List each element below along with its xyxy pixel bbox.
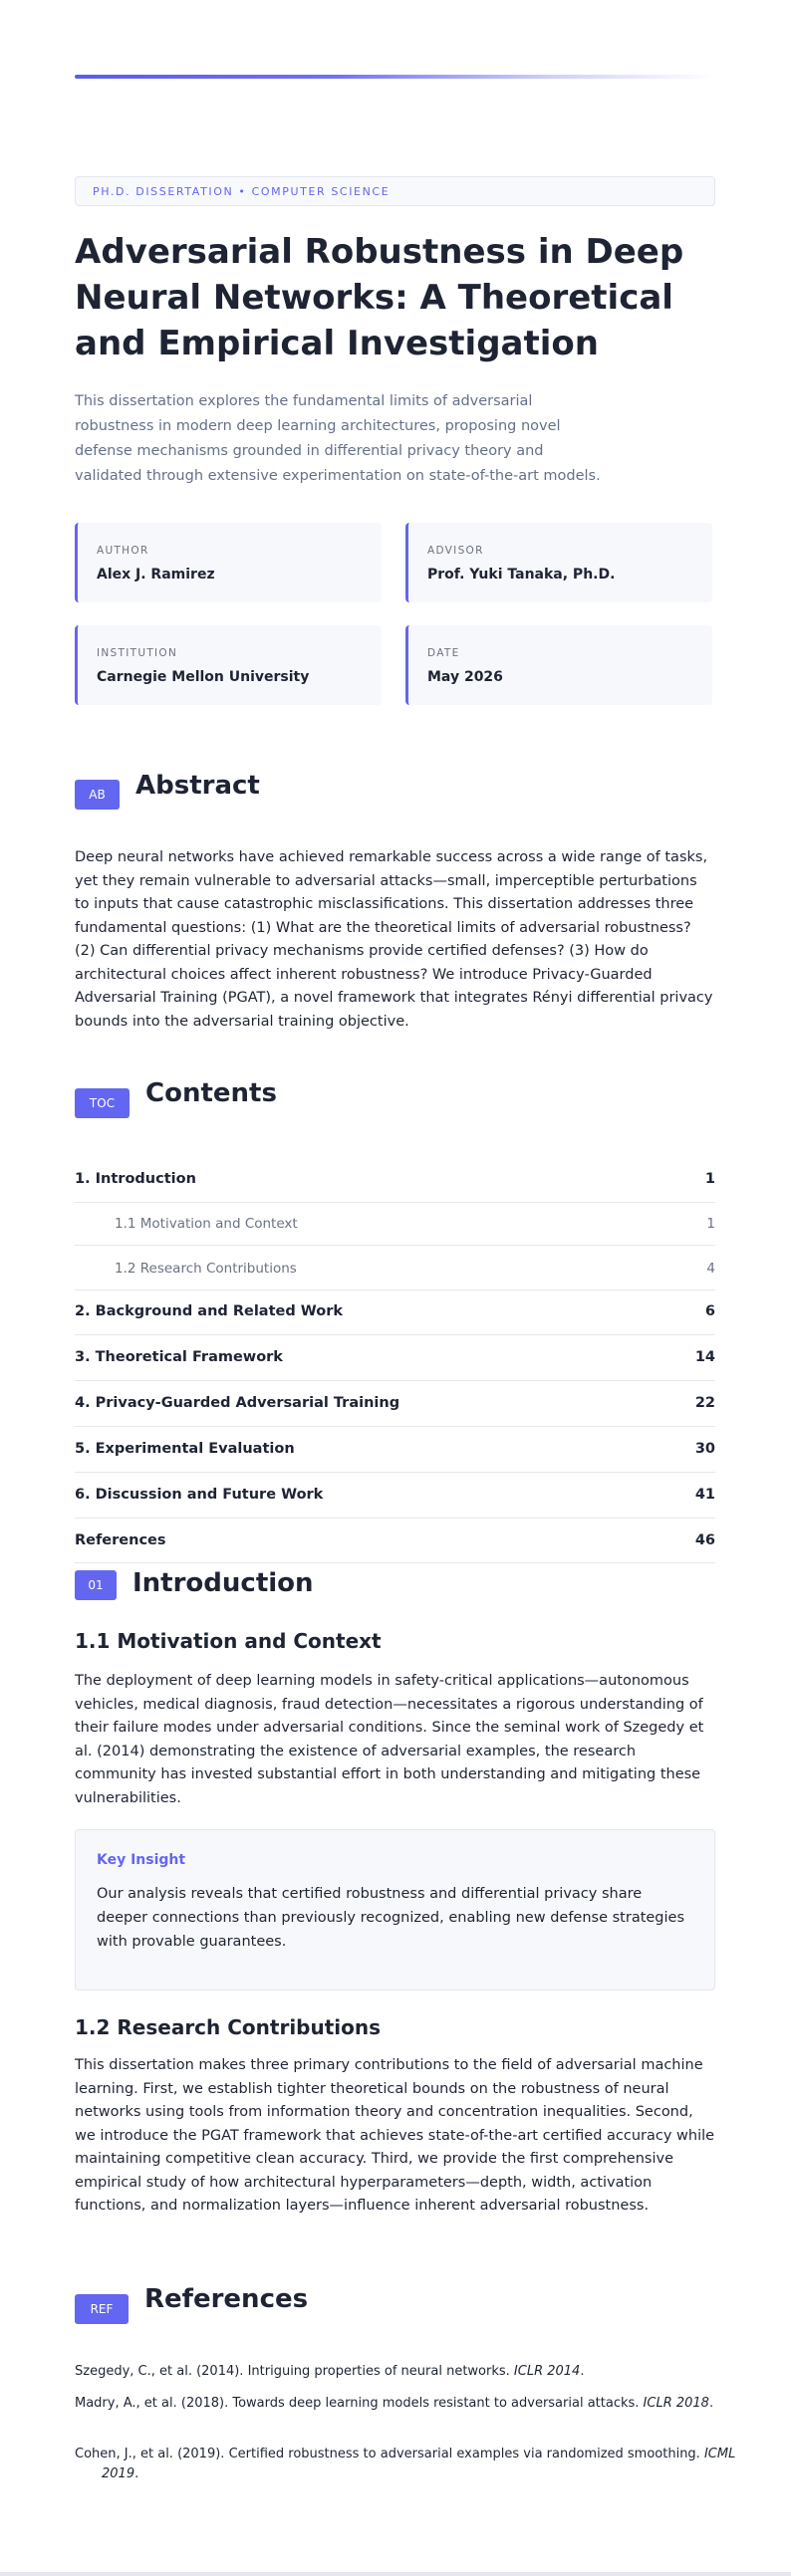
- meta-card-advisor: [405, 523, 712, 602]
- toc-entry-page: 14: [694, 1349, 715, 1365]
- meta-card-date: [405, 625, 712, 705]
- toc-entry[interactable]: [75, 1349, 715, 1381]
- key-insight-callout: [75, 1829, 715, 1991]
- toc-entry-page: 46: [694, 1532, 715, 1548]
- reference-item: [75, 2362, 742, 2382]
- toc-entry[interactable]: [75, 1216, 715, 1246]
- toc-entry-title: 5. Experimental Evaluation: [75, 1441, 295, 1457]
- intro-badge: 01: [75, 1570, 117, 1600]
- subsection-heading: 1.2 Research Contributions: [75, 2015, 382, 2039]
- accent-bar: [75, 75, 715, 79]
- section-text: The deployment of deep learning models in safety-critical applications—autonomous vehicles, medical diagnosis, fraud detection—necessitates a rigorous understanding of their failure modes under adversarial conditions. Since the seminal work of Szegedy et al. (2014) demonstrating the existence of adversarial examples, the research community has invested substantial effort in both understanding and mitigating these vulnerabilities.: [75, 1673, 704, 1806]
- abstract-text: Deep neural networks have achieved remarkable success across a wide range of tasks, yet they remain vulnerable to adversarial attacks—small, imperceptible perturbations to inputs that cause catastrophic misclassifications. This dissertation addresses three fundamental questions: (1) What are the theoretical limits of adversarial robustness? (2) Can differential privacy mechanisms provide certified defenses? (3) How do architectural choices affect inherent robustness? We introduce Privacy-Guarded Adversarial Training (PGAT), a novel framework that integrates Rényi differential privacy bounds into the adversarial training objective.: [75, 849, 713, 1030]
- references-badge: REF: [75, 2294, 129, 2324]
- toc-entry-page: 30: [694, 1441, 715, 1457]
- reference-text: Cohen, J., et al. (2019). Certified robustness to adversarial examples via randomized smoothing.: [75, 2447, 704, 2461]
- toc-entry-page: 4: [706, 1261, 715, 1277]
- reference-text: Szegedy, C., et al. (2014). Intriguing properties of neural networks.: [75, 2364, 514, 2379]
- reference-end: .: [134, 2466, 139, 2481]
- toc-entry-title: 1.1 Motivation and Context: [115, 1216, 298, 1232]
- lead-paragraph: This dissertation explores the fundamental limits of adversarial robustness in modern deep learning architectures, proposing novel defense mechanisms grounded in differential privacy theory and validated through extensive experimentation on state-of-the-art models.: [75, 393, 601, 484]
- subsection-heading: 1.1 Motivation and Context: [75, 1629, 382, 1653]
- reference-end: .: [580, 2364, 585, 2379]
- toc-entry-title: References: [75, 1532, 166, 1548]
- meta-card-author: [75, 523, 382, 602]
- meta-value: Carnegie Mellon University: [97, 669, 310, 685]
- callout-heading: Key Insight: [97, 1852, 186, 1868]
- toc-entry-title: 1. Introduction: [75, 1171, 196, 1187]
- reference-end: .: [708, 2396, 714, 2411]
- abstract-heading: Abstract: [135, 771, 260, 801]
- toc-entry[interactable]: [75, 1532, 715, 1563]
- meta-label: ADVISOR: [427, 545, 484, 557]
- meta-label: AUTHOR: [97, 545, 149, 557]
- meta-label: INSTITUTION: [97, 647, 178, 659]
- toc-entry[interactable]: [75, 1303, 715, 1335]
- toc-entry-page: 1: [706, 1216, 715, 1232]
- references-heading: References: [144, 2284, 309, 2314]
- toc-entry[interactable]: [75, 1395, 715, 1427]
- toc-entry-title: 4. Privacy-Guarded Adversarial Training: [75, 1395, 400, 1411]
- toc-entry-title: 1.2 Research Contributions: [115, 1261, 297, 1277]
- abstract-badge: AB: [75, 780, 120, 810]
- toc-entry-title: 2. Background and Related Work: [75, 1303, 344, 1319]
- toc-entry-title: 6. Discussion and Future Work: [75, 1487, 324, 1503]
- meta-card-institution: [75, 625, 382, 705]
- toc-entry-page: 41: [694, 1487, 715, 1503]
- toc-heading: Contents: [145, 1078, 277, 1108]
- meta-value: May 2026: [427, 669, 503, 685]
- toc-entry-title: 3. Theoretical Framework: [75, 1349, 283, 1365]
- toc-entry[interactable]: [75, 1487, 715, 1519]
- reference-venue: ICLR 2018: [643, 2396, 709, 2411]
- page-title: Adversarial Robustness in Deep Neural Networks: A Theoretical and Empirical Investigation: [75, 232, 684, 363]
- eyebrow-text: PH.D. DISSERTATION • COMPUTER SCIENCE: [93, 185, 391, 198]
- toc-badge: TOC: [75, 1088, 130, 1118]
- toc-entry-page: 22: [694, 1395, 715, 1411]
- page-bottom-divider: [0, 2572, 791, 2576]
- intro-heading: Introduction: [132, 1568, 314, 1598]
- toc-entry-page: 6: [704, 1303, 715, 1319]
- callout-text: Our analysis reveals that certified robustness and differential privacy share deeper connections than previously recognized, enabling new defense strategies with provable guarantees.: [97, 1886, 685, 1950]
- reference-venue: ICLR 2014: [513, 2364, 581, 2379]
- toc-entry-page: 1: [704, 1171, 715, 1187]
- section-text: This dissertation makes three primary contributions to the field of adversarial machine learning. First, we establish tighter theoretical bounds on the robustness of neural networks using tools from information theory and concentration inequalities. Second, we introduce the PGAT framework that achieves state-of-the-art certified accuracy while maintaining competitive clean accuracy. Third, we provide the first comprehensive empirical study of how architectural hyperparameters—depth, width, activation functions, and normalization layers—influence inherent adversarial robustness.: [75, 2057, 715, 2214]
- reference-item: [75, 2445, 742, 2484]
- eyebrow-tag: [75, 176, 715, 206]
- toc-entry[interactable]: [75, 1441, 715, 1473]
- meta-value: Alex J. Ramirez: [97, 567, 215, 583]
- toc-entry[interactable]: [75, 1171, 715, 1203]
- reference-item: [75, 2394, 742, 2414]
- reference-text: Madry, A., et al. (2018). Towards deep learning models resistant to adversarial attacks.: [75, 2396, 644, 2411]
- reference-venue: ICML 2019: [102, 2447, 736, 2481]
- toc-entry[interactable]: [75, 1261, 715, 1290]
- meta-value: Prof. Yuki Tanaka, Ph.D.: [427, 567, 616, 583]
- meta-label: DATE: [427, 647, 460, 659]
